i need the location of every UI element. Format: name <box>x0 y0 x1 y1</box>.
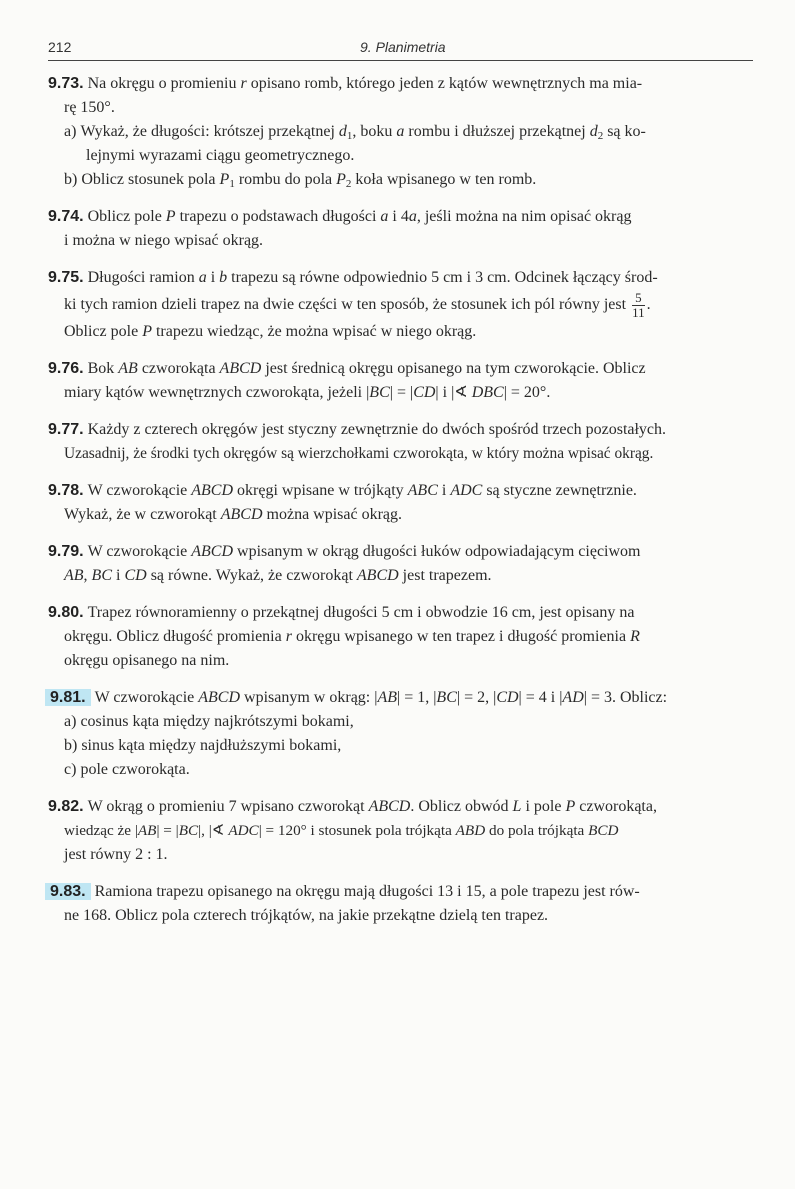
problem-number: 9.79. <box>48 543 84 560</box>
subpoint-b: b) Oblicz stosunek pola $P_1$ rombu do pola $P_2$ koła wpisanego w ten romb. <box>64 171 537 190</box>
problem-9-79: 9.79. W czworokącie ABCD wpisanym w okrąg długości łuków odpowiadającym cięciwom AB, BC i CD są równe. Wykaż, że czworokąt ABCD jest trapezem. <box>48 543 641 584</box>
problem-number: 9.76. <box>48 360 84 377</box>
problem-number: 9.75. <box>48 269 84 286</box>
problem-number: 9.73. <box>48 75 84 92</box>
problem-9-77: 9.77. Każdy z czterech okręgów jest styczny zewnętrznie do dwóch spośród trzech pozostałych. Uzasadnij, że środki tych okręgów są wierzchołkami czworokąta, w który można wpisać okrąg. <box>48 421 667 462</box>
page-header <box>48 38 753 61</box>
fraction: $\frac{5}{11}$ <box>632 289 645 320</box>
problem-number-highlighted: 9.81. <box>45 689 91 706</box>
problem-9-80: 9.80. Trapez równoramienny o przekątnej długości 5 cm i obwodzie 16 cm, jest opisany na okręgu. Oblicz długość promienia r okręgu wpisanego w ten trapez i długość promienia R okręgu opisanego na nim. <box>48 604 640 669</box>
problem-9-73: 9.73. Na okręgu o promieniu r opisano romb, którego jeden z kątów wewnętrznych ma mia- rę 150°. a) Wykaż, że długości: krótszej przekątnej $d_1$, boku a rombu i dłuższej przekątnej $d_2$ są ko- lejnymi wyrazami ciągu geometrycznego. b) Oblicz stosunek pola $P_1$ rombu do pola $P_2$ koła wpisanego w ten romb. <box>48 72 754 192</box>
problem-number: 9.78. <box>48 482 84 499</box>
problem-number: 9.80. <box>48 604 84 621</box>
problem-list <box>48 72 754 941</box>
subpoint-c: c) pole czworokąta. <box>64 761 190 778</box>
problem-number: 9.74. <box>48 208 84 225</box>
problem-9-74: 9.74. Oblicz pole P trapezu o podstawach długości a i 4a, jeśli można na nim opisać okrąg i można w niego wpisać okrąg. <box>48 208 632 249</box>
problem-9-75: 9.75. Długości ramion a i b trapezu są równe odpowiednio 5 cm i 3 cm. Odcinek łączący środ- ki tych ramion dzieli trapez na dwie części w ten sposób, że stosunek ich pól równy jest $\frac{5}{11}$ . Oblicz pole P trapezu wiedząc, że można wpisać w niego okrąg. <box>48 269 658 340</box>
problem-number: 9.82. <box>48 798 84 815</box>
subpoint-b: b) sinus kąta między najdłuższymi bokami, <box>64 737 342 754</box>
problem-9-78: 9.78. W czworokącie ABCD okręgi wpisane w trójkąty ABC i ADC są styczne zewnętrznie. Wykaż, że w czworokąt ABCD można wpisać okrąg. <box>48 482 637 523</box>
subpoint-a: a) cosinus kąta między najkrótszymi bokami, <box>64 713 354 730</box>
problem-9-76: 9.76. Bok AB czworokąta ABCD jest średnicą okręgu opisanego na tym czworokącie. Oblicz miary kątów wewnętrznych czworokąta, jeżeli |BC| = |CD| i |∢ DBC| = 20°. <box>48 360 646 401</box>
problem-number-highlighted: 9.83. <box>45 883 91 900</box>
subpoint-a: a) Wykaż, że długości: krótszej przekątnej $d_1$, boku a rombu i dłuższej przekątnej $d_2$ są ko- lejnymi wyrazami ciągu geometrycznego. <box>64 123 646 164</box>
page-number: 212 <box>48 39 72 55</box>
problem-number: 9.77. <box>48 421 84 438</box>
problem-9-83: 9.83. Ramiona trapezu opisanego na okręgu mają długości 13 i 15, a pole trapezu jest rów- ne 168. Oblicz pola czterech trójkątów, na jakie przekątne dzielą ten trapez. <box>48 880 754 928</box>
problem-9-82: 9.82. W okrąg o promieniu 7 wpisano czworokąt ABCD. Oblicz obwód L i pole P czworokąta, wiedząc że |AB| = |BC|, |∢ ADC| = 120° i stosunek pola trójkąta ABD do pola trójkąta BCD jest równy 2 : 1. <box>48 798 657 863</box>
chapter-title: 9. Planimetria <box>360 39 446 55</box>
problem-9-81: 9.81. W czworokącie ABCD wpisanym w okrąg: |AB| = 1, |BC| = 2, |CD| = 4 i |AD| = 3. Oblicz: a) cosinus kąta między najkrótszymi bokami, b) sinus kąta między najdłuższymi bokami, c) pole czworokąta. <box>48 686 754 782</box>
